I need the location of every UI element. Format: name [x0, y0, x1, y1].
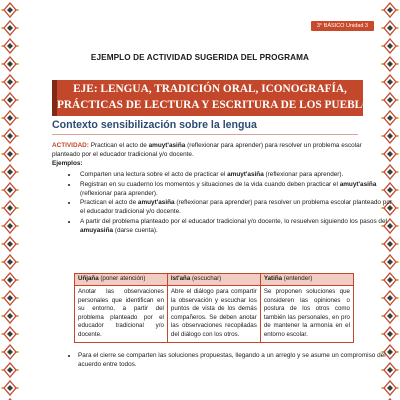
eje-title-line1: EJE: LENGUA, TRADICIÓN ORAL, ICONOGRAFÍA,	[73, 83, 347, 95]
table-cell: Abre el diálogo para compartir la observación y escuchar los puntos de vista de los demás compañeros. Se deben anotar las observaciones recopiladas del diálogo con los otros.	[167, 286, 260, 343]
list-item: • Registran en su cuaderno los momentos y situaciones de la vida cuando deben practicar el amuyt'asiña (reflexionar para aprender).	[78, 180, 396, 198]
table-header-cell: Uñjaña (poner atención)	[75, 274, 168, 286]
list-item: • A partir del problema planteado por el educador tradicional y/o docente, lo resuelven siguiendo los pasos del amuyasiña (darse cuenta).	[78, 217, 396, 235]
table-header-cell: Ist'aña (escuchar)	[167, 274, 260, 286]
table-header-cell: Yatiña (entender)	[260, 274, 353, 286]
eje-title	[57, 81, 378, 113]
activity-paragraph	[52, 141, 370, 159]
eje-title-line2: PRÁCTICAS DE LECTURA Y ESCRITURA DE LOS PUEBLOS	[57, 99, 378, 111]
table-cell: Se proponen soluciones que consideren las opiniones o postura de los otros como también las personales, en pro de mantener la armonía en el entorno escolar.	[260, 286, 353, 343]
activity-label: ACTIVIDAD:	[52, 142, 89, 149]
section-divider	[52, 134, 358, 135]
grade-unit-badge: 3° BÁSICO Unidad 3	[311, 21, 374, 31]
table-row	[75, 286, 354, 343]
activity-term: amuyt'asiña	[148, 142, 186, 149]
examples-list	[52, 170, 396, 235]
section-title: Contexto sensibilización sobre la lengua	[52, 119, 257, 131]
examples-label: Ejemplos:	[52, 160, 83, 167]
list-item: • Practican el acto de amuyt'asiña (reflexionar para aprender) para resolver un problema escolar planteado por el educador tradicional y/o docente.	[78, 198, 396, 216]
activity-text: Practican el acto de	[88, 142, 149, 149]
table-cell: Anotar las observaciones personales que identifican en su entorno, a partir del problema planteado por el educador tradicional y/o docente.	[75, 286, 168, 343]
eje-banner	[52, 80, 378, 116]
program-heading: EJEMPLO DE ACTIVIDAD SUGERIDA DEL PROGRAMA	[90, 53, 310, 62]
list-item: • Comparten una lectura sobre el acto de practicar el amuyt'asiña (reflexionar para aprender).	[78, 170, 396, 179]
steps-table	[74, 273, 354, 343]
list-item: • Para el cierre se comparten las soluciones propuestas, llegando a un arreglo y se asume un compromiso del acuerdo entre todos.	[78, 351, 396, 369]
activity-text-end: (reflexionar para aprender) para resolver un problema escolar planteado por el educador tradicional y/o docente.	[52, 142, 362, 158]
table-header-row	[75, 274, 354, 286]
closing-list	[52, 351, 396, 369]
